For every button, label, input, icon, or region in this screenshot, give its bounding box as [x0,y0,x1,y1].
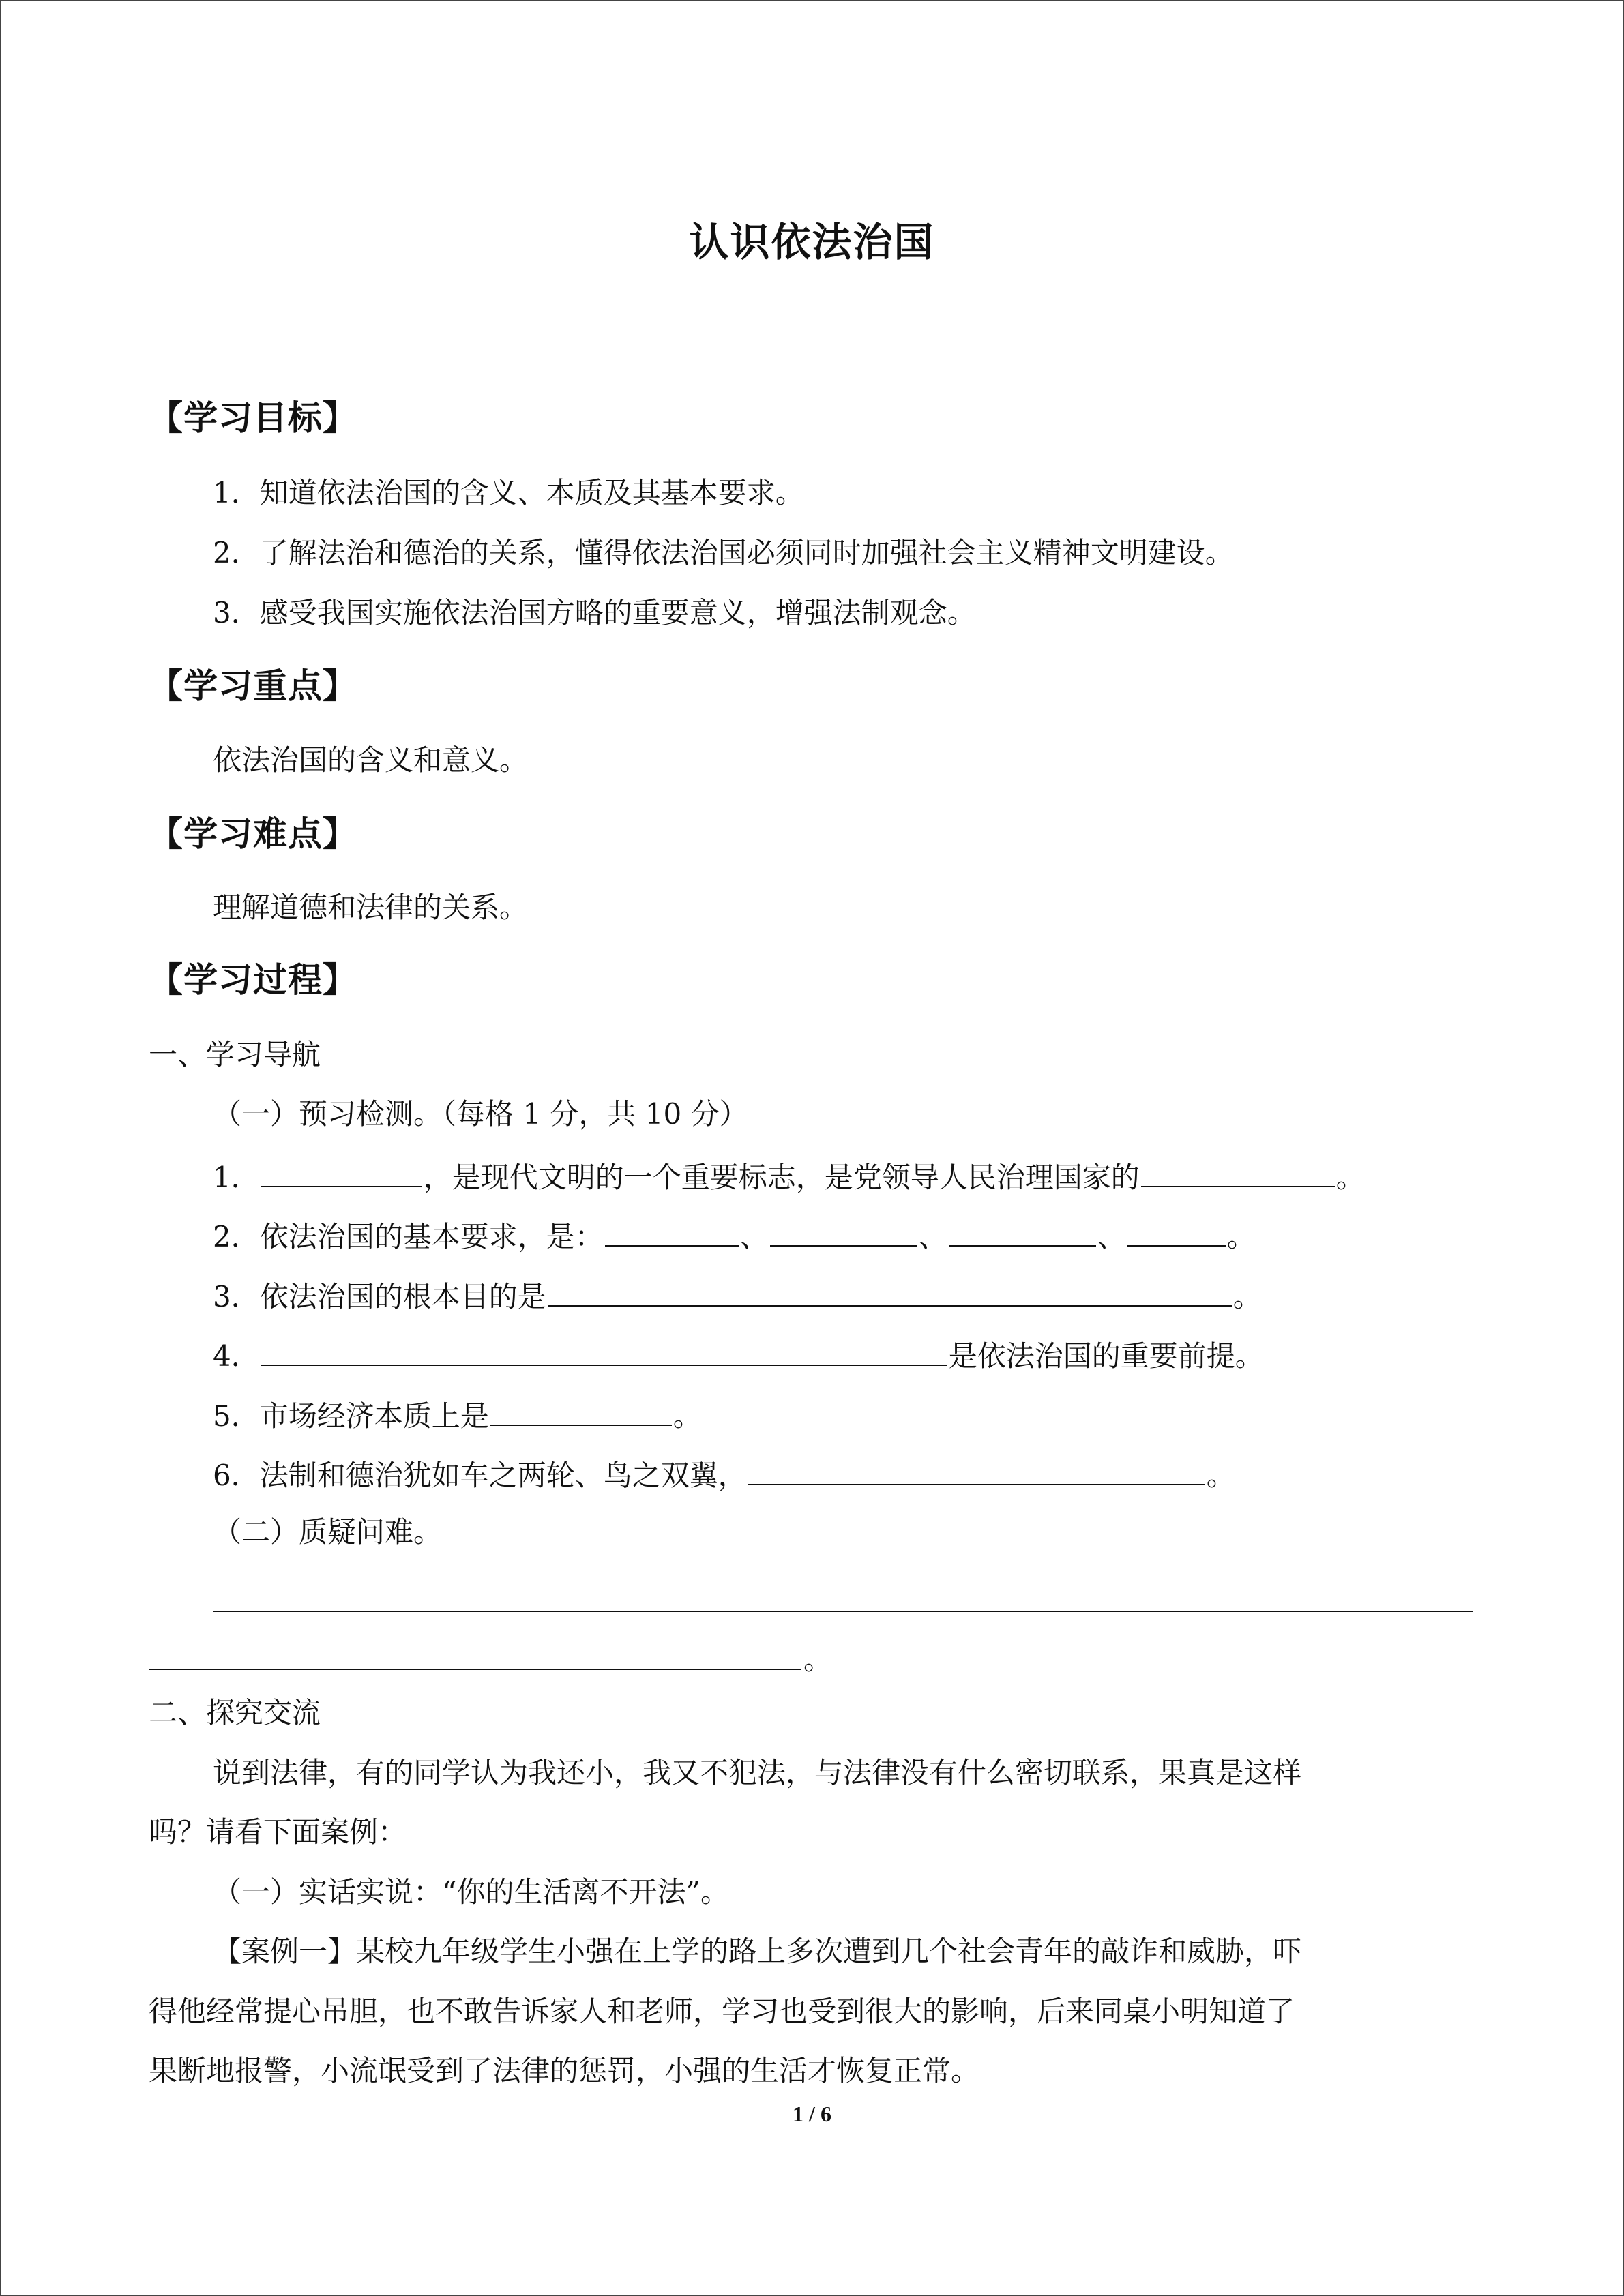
question-text: 2．依法治国的基本要求，是： [213,1220,604,1253]
heading-key-points: 【学习重点】 [149,666,357,706]
question-end: 。 [1232,1280,1262,1313]
answer-line[interactable] [149,1669,801,1670]
answer-blank[interactable] [949,1217,1096,1247]
objective-item: 3．感受我国实施依法治国方略的重要意义，增强法制观念。 [213,596,976,629]
heading-objectives: 【学习目标】 [149,398,357,438]
question-2 [213,1217,1256,1254]
objective-item: 2．了解法治和德治的关系，懂得依法治国必须同时加强社会主义精神文明建设。 [213,536,1234,569]
page-title: 认识依法治国 [689,219,935,265]
answer-end: 。 [803,1643,833,1676]
difficulties-text: 理解道德和法律的关系。 [213,891,529,924]
page-number: 1 / 6 [793,2102,831,2126]
separator: 、 [739,1220,769,1253]
answer-blank[interactable] [490,1396,672,1426]
question-text: 3．依法治国的根本目的是 [213,1280,546,1313]
question-1 [213,1157,1365,1195]
question-end: 。 [1335,1161,1365,1194]
answer-blank[interactable] [548,1277,1232,1307]
answer-blank[interactable] [605,1217,739,1247]
objective-item: 1．知道依法治国的含义、本质及其基本要求。 [213,476,804,509]
separator: 、 [918,1220,947,1253]
question-end: 。 [1226,1220,1256,1253]
case-text: 【案例一】某校九年级学生小强在上学的路上多次遭到几个社会青年的敲诈和威胁，吓 [213,1935,1302,1968]
case-section-title: （一）实话实说：“你的生活离不开法”。 [213,1875,729,1909]
answer-line[interactable] [213,1611,1473,1612]
heading-process: 【学习过程】 [149,960,357,1000]
question-text: ，是现代文明的一个重要标志，是党领导人民治理国家的 [423,1161,1140,1194]
question-end: 。 [1206,1459,1235,1492]
answer-blank[interactable] [1127,1217,1226,1247]
heading-difficulties: 【学习难点】 [149,814,357,854]
answer-blank[interactable] [261,1157,422,1187]
question-text: 5．市场经济本质上是 [213,1399,489,1433]
answer-blank[interactable] [261,1336,947,1366]
part1-title: 一、学习导航 [149,1038,321,1071]
part2-title: 二、探究交流 [149,1696,321,1729]
question-6 [213,1455,1235,1493]
question-end: 。 [673,1399,702,1433]
question-text: 6．法制和德治犹如车之两轮、鸟之双翼， [213,1459,747,1492]
question-number: 1． [213,1161,260,1194]
intro-text: 说到法律，有的同学认为我还小，我又不犯法，与法律没有什么密切联系，果真是这样 [213,1756,1302,1789]
question-number: 4． [213,1339,260,1373]
key-points-text: 依法治国的含义和意义。 [213,743,529,777]
answer-blank[interactable] [1141,1157,1335,1187]
question-3 [213,1277,1262,1314]
answer-blank[interactable] [770,1217,917,1247]
preview-check-title: （一）预习检测。（每格 1 分，共 10 分） [213,1097,748,1131]
separator: 、 [1097,1220,1126,1253]
question-5 [213,1396,702,1433]
questions-title: （二）质疑问难。 [213,1515,443,1549]
answer-blank[interactable] [748,1455,1205,1485]
question-4 [213,1336,1264,1373]
question-text: 是依法治国的重要前提。 [948,1339,1264,1373]
case-text: 果断地报警，小流氓受到了法律的惩罚，小强的生活才恢复正常。 [149,2054,980,2087]
intro-text: 吗？请看下面案例： [149,1815,407,1849]
case-text: 得他经常提心吊胆，也不敢告诉家人和老师，学习也受到很大的影响，后来同桌小明知道了 [149,1995,1295,2028]
